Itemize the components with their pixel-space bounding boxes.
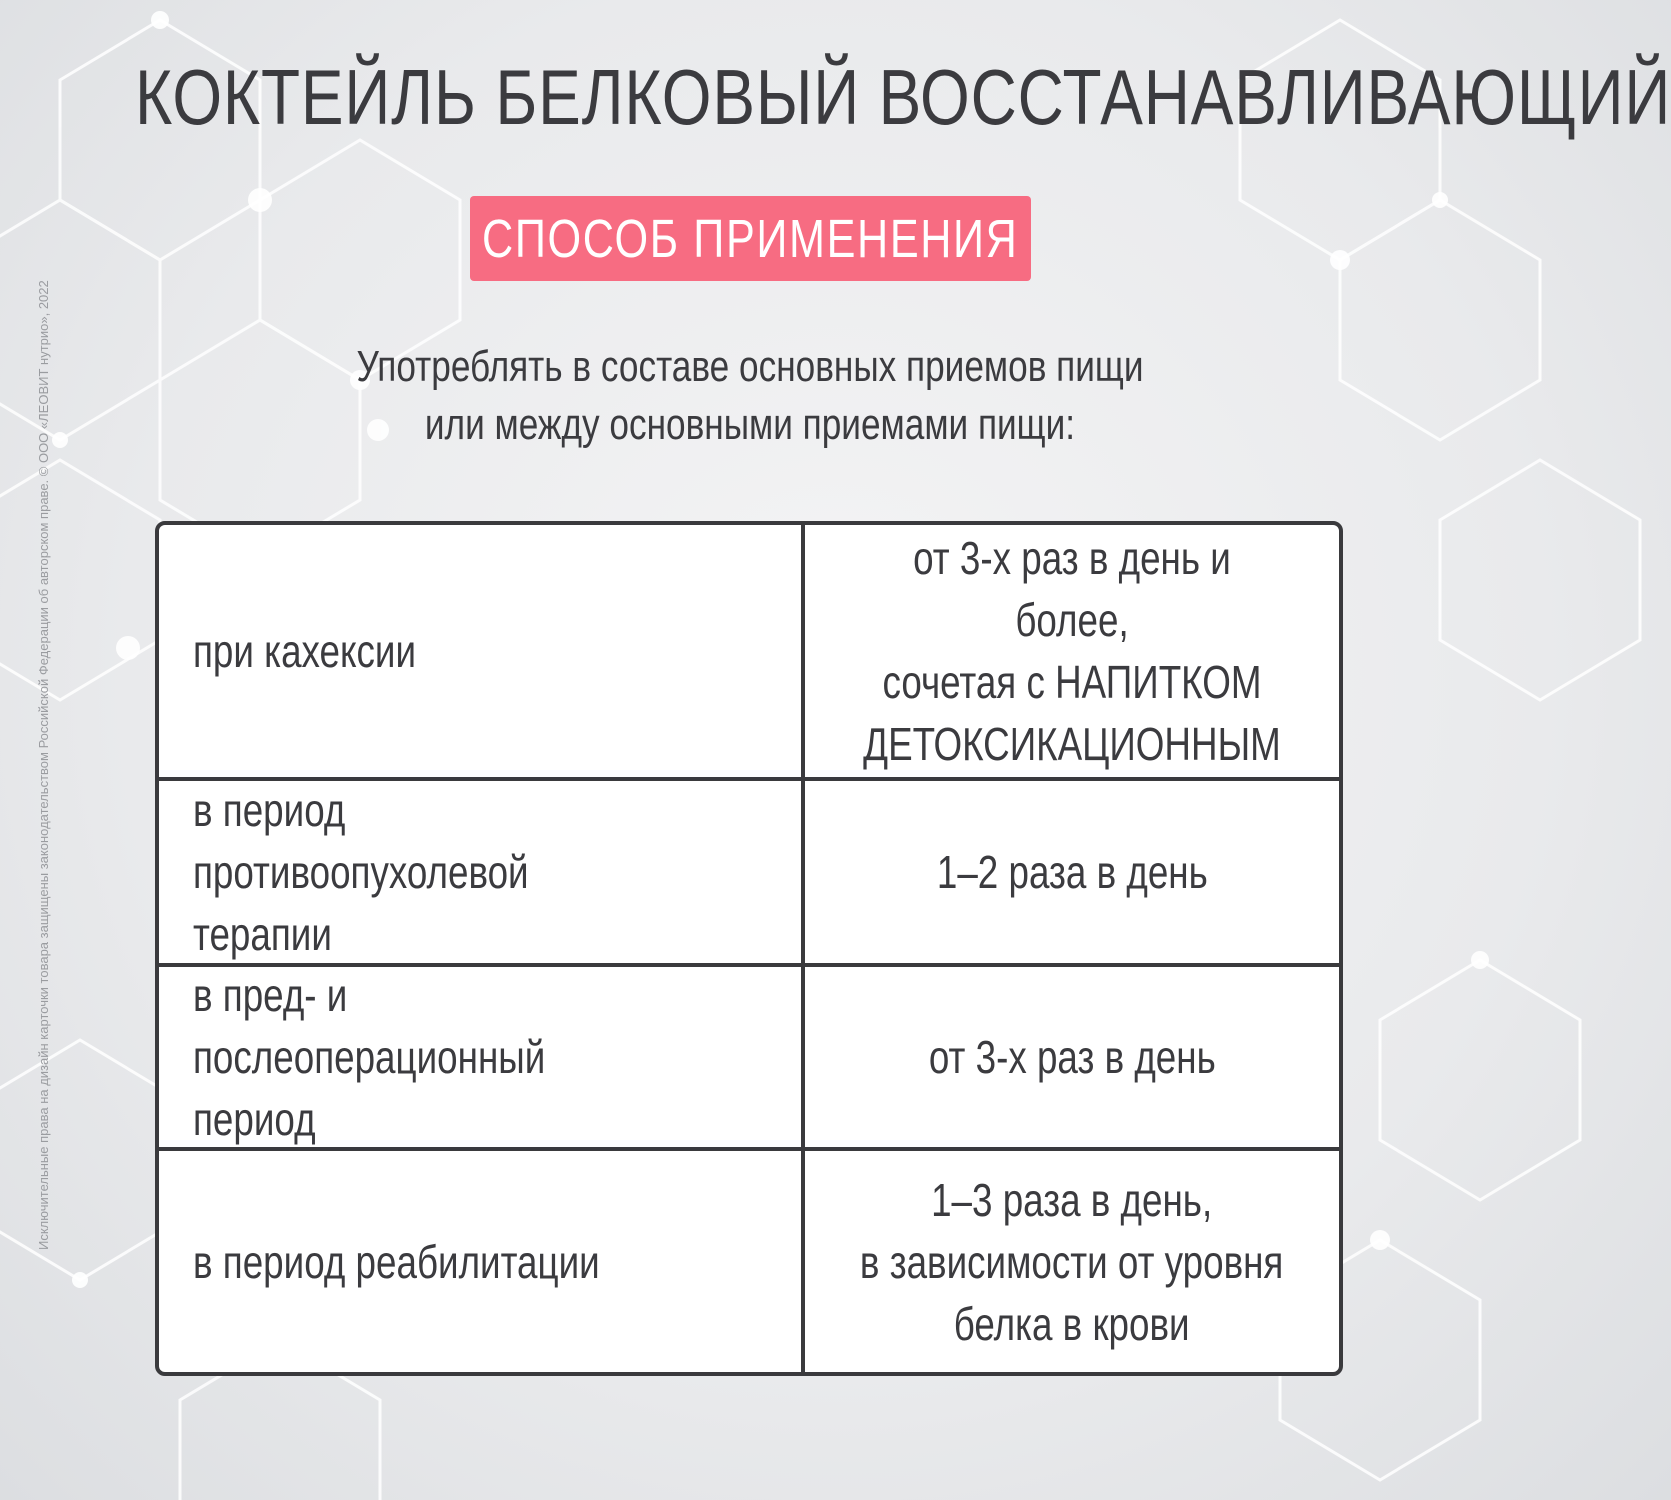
condition-text: в период реабилитации <box>193 1235 600 1288</box>
condition-cell <box>159 525 805 777</box>
intro-line-2: или между основными приемами пищи: <box>424 400 1076 449</box>
page-title: КОКТЕЙЛЬ БЕЛКОВЫЙ ВОССТАНАВЛИВАЮЩИЙ <box>135 53 1671 141</box>
dosage-cell <box>805 1151 1339 1372</box>
section-badge-label: СПОСОБ ПРИМЕНЕНИЯ <box>482 208 1019 269</box>
intro-line-1: Употреблять в составе основных приемов пищи <box>356 342 1144 391</box>
dosage-table <box>155 521 1343 1376</box>
dosage-text: 1–2 раза в день <box>936 846 1208 898</box>
condition-cell <box>159 967 805 1147</box>
condition-cell <box>159 1151 805 1372</box>
dosage-text: от 3-х раз в день <box>928 1031 1216 1083</box>
copyright-notice: Исключительные права на дизайн карточки товара защищены законодательством Российской Федерации об авторском праве. © ООО «ЛЕОВИТ нутрио», 2022 <box>36 280 51 1250</box>
condition-cell <box>159 781 805 963</box>
dosage-text: 1–3 раза в день, в зависимости от уровня белка в крови <box>860 1173 1284 1350</box>
table-row <box>159 777 1339 963</box>
table-row <box>159 525 1339 777</box>
condition-text: в период противоопухолевой терапии <box>193 784 529 960</box>
intro-text <box>0 338 1500 454</box>
condition-text: при кахексии <box>193 625 417 677</box>
dosage-cell <box>805 967 1339 1147</box>
table-row <box>159 1147 1339 1372</box>
dosage-cell <box>805 525 1339 777</box>
section-badge <box>470 196 1031 281</box>
table-row <box>159 963 1339 1147</box>
condition-text: в пред- и послеоперационный период <box>193 969 546 1145</box>
dosage-cell <box>805 781 1339 963</box>
dosage-text: от 3-х раз в день и более, сочетая с НАПИТКОМ ДЕТОКСИКАЦИОННЫМ <box>863 532 1281 770</box>
